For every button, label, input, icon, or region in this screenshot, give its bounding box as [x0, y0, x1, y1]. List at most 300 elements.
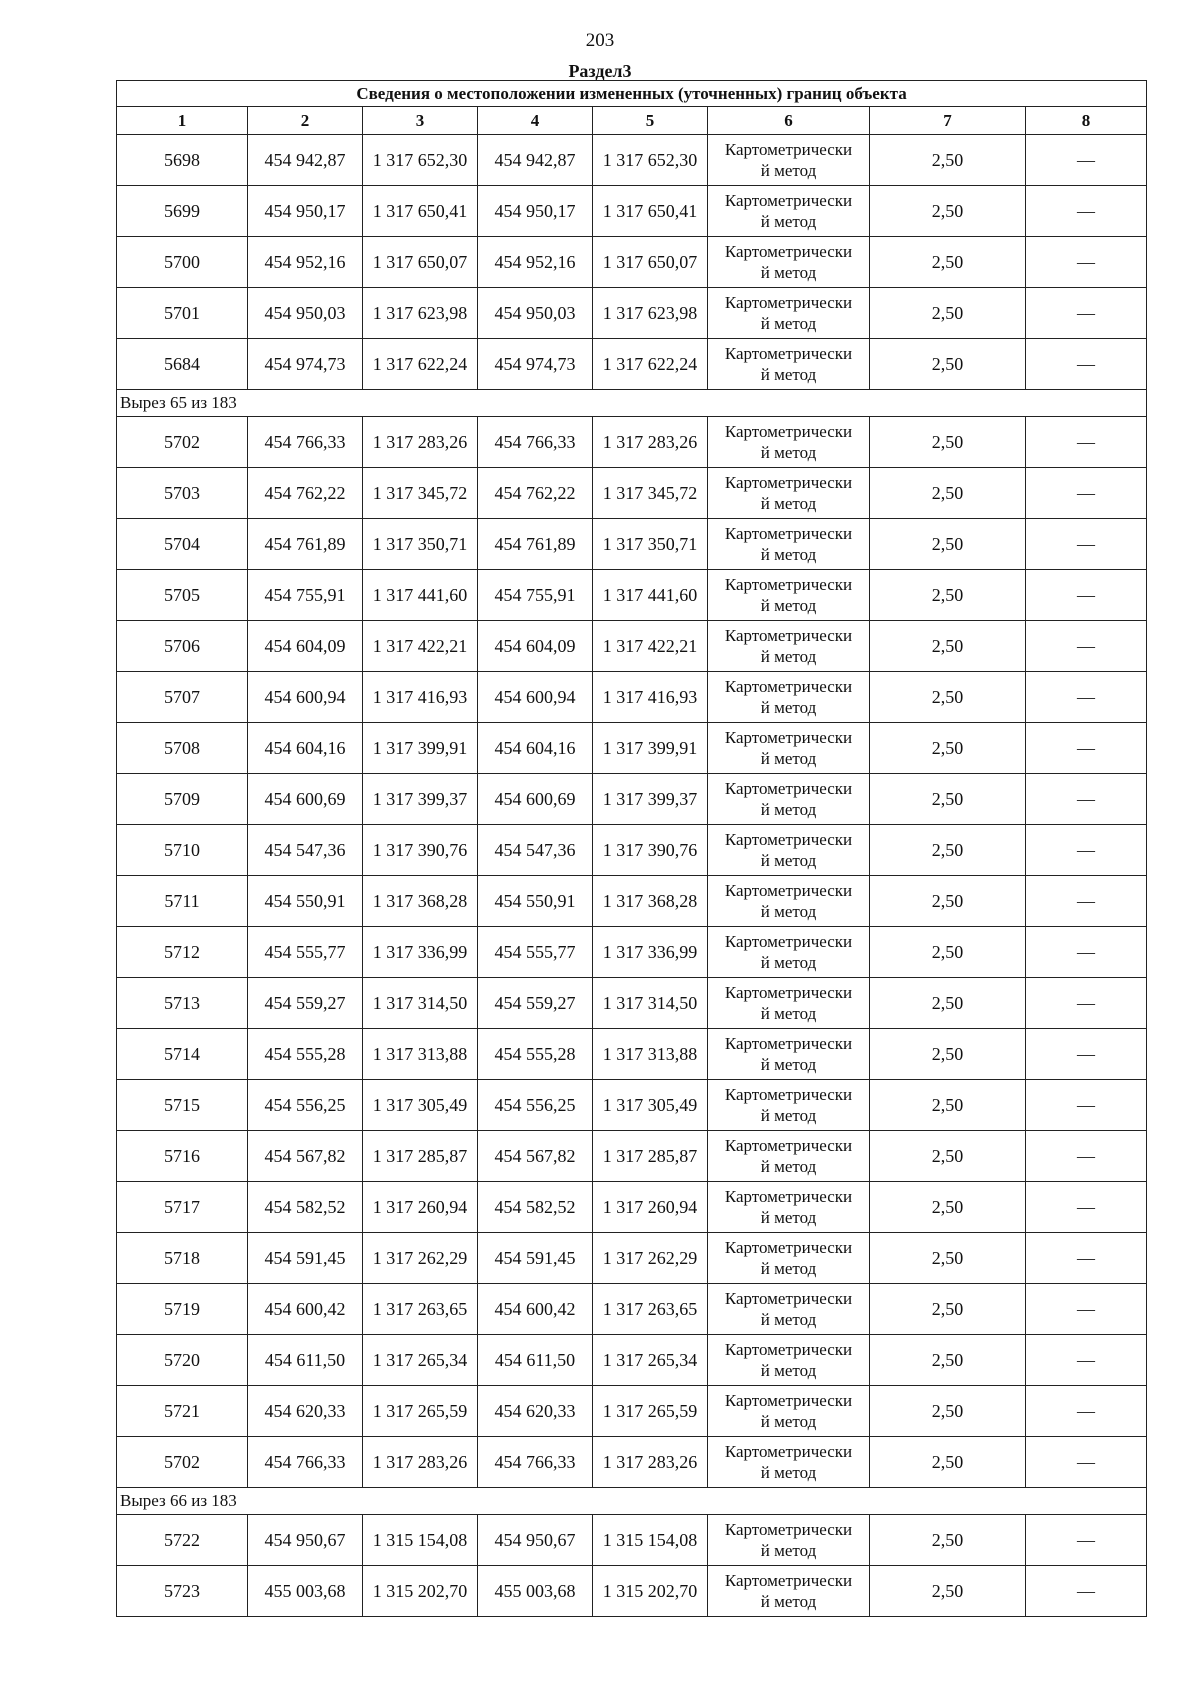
x-coordinate-refined: 454 555,77: [478, 927, 593, 978]
method-cell: [708, 339, 870, 390]
x-coordinate-refined: 454 600,42: [478, 1284, 593, 1335]
y-coordinate-existing: 1 317 305,49: [363, 1080, 478, 1131]
method-cell: [708, 621, 870, 672]
x-coordinate-existing: 454 950,67: [248, 1515, 363, 1566]
point-number: 5720: [117, 1335, 248, 1386]
y-coordinate-existing: 1 315 154,08: [363, 1515, 478, 1566]
empty-dash: —: [1026, 774, 1147, 825]
x-coordinate-existing: 454 555,28: [248, 1029, 363, 1080]
point-number: 5712: [117, 927, 248, 978]
x-coordinate-existing: 454 550,91: [248, 876, 363, 927]
table-row: [117, 1029, 1147, 1080]
empty-dash: —: [1026, 1386, 1147, 1437]
empty-dash: —: [1026, 288, 1147, 339]
precision-value: 2,50: [870, 672, 1026, 723]
x-coordinate-refined: 454 950,03: [478, 288, 593, 339]
table-row: [117, 825, 1147, 876]
precision-value: 2,50: [870, 1131, 1026, 1182]
method-cell: [708, 1029, 870, 1080]
empty-dash: —: [1026, 339, 1147, 390]
x-coordinate-refined: 454 942,87: [478, 135, 593, 186]
x-coordinate-refined: 454 555,28: [478, 1029, 593, 1080]
y-coordinate-refined: 1 317 422,21: [593, 621, 708, 672]
method-cell: [708, 1233, 870, 1284]
x-coordinate-refined: 454 620,33: [478, 1386, 593, 1437]
group-header-row: [117, 1488, 1147, 1515]
method-cell: [708, 723, 870, 774]
method-line: Картометрически: [724, 1520, 853, 1539]
x-coordinate-refined: 454 600,69: [478, 774, 593, 825]
section-title: Раздел3: [568, 61, 632, 81]
y-coordinate-existing: 1 317 313,88: [363, 1029, 478, 1080]
precision-value: 2,50: [870, 723, 1026, 774]
method-cell: [708, 1080, 870, 1131]
point-number: 5722: [117, 1515, 248, 1566]
y-coordinate-refined: 1 317 650,07: [593, 237, 708, 288]
y-coordinate-refined: 1 317 260,94: [593, 1182, 708, 1233]
x-coordinate-existing: 454 547,36: [248, 825, 363, 876]
empty-dash: —: [1026, 1080, 1147, 1131]
precision-value: 2,50: [870, 774, 1026, 825]
method-line: й метод: [760, 1310, 817, 1329]
x-coordinate-existing: 454 766,33: [248, 1437, 363, 1488]
precision-value: 2,50: [870, 876, 1026, 927]
point-number: 5707: [117, 672, 248, 723]
y-coordinate-existing: 1 317 650,07: [363, 237, 478, 288]
y-coordinate-refined: 1 317 623,98: [593, 288, 708, 339]
x-coordinate-existing: 454 766,33: [248, 417, 363, 468]
point-number: 5715: [117, 1080, 248, 1131]
method-line: й метод: [760, 647, 817, 666]
x-coordinate-existing: 454 762,22: [248, 468, 363, 519]
method-line: й метод: [760, 212, 817, 231]
empty-dash: —: [1026, 1131, 1147, 1182]
point-number: 5709: [117, 774, 248, 825]
method-line: Картометрически: [724, 140, 853, 159]
empty-dash: —: [1026, 570, 1147, 621]
method-cell: [708, 1335, 870, 1386]
y-coordinate-existing: 1 317 283,26: [363, 1437, 478, 1488]
precision-value: 2,50: [870, 339, 1026, 390]
y-coordinate-existing: 1 317 422,21: [363, 621, 478, 672]
method-cell: [708, 1131, 870, 1182]
x-coordinate-refined: 454 762,22: [478, 468, 593, 519]
table-row: [117, 468, 1147, 519]
table-body: [117, 135, 1147, 1617]
y-coordinate-refined: 1 317 652,30: [593, 135, 708, 186]
x-coordinate-existing: 454 755,91: [248, 570, 363, 621]
method-line: й метод: [760, 1106, 817, 1125]
method-line: й метод: [760, 494, 817, 513]
y-coordinate-refined: 1 317 313,88: [593, 1029, 708, 1080]
empty-dash: —: [1026, 978, 1147, 1029]
y-coordinate-refined: 1 317 265,59: [593, 1386, 708, 1437]
x-coordinate-existing: 454 555,77: [248, 927, 363, 978]
method-line: Картометрически: [724, 524, 853, 543]
table-row: [117, 723, 1147, 774]
table-row: [117, 1386, 1147, 1437]
x-coordinate-refined: 454 550,91: [478, 876, 593, 927]
y-coordinate-refined: 1 317 265,34: [593, 1335, 708, 1386]
precision-value: 2,50: [870, 1515, 1026, 1566]
method-line: Картометрически: [724, 728, 853, 747]
y-coordinate-existing: 1 317 265,34: [363, 1335, 478, 1386]
y-coordinate-refined: 1 317 283,26: [593, 417, 708, 468]
page-number: 203: [585, 30, 615, 51]
method-line: й метод: [760, 314, 817, 333]
table-row: [117, 1284, 1147, 1335]
y-coordinate-refined: 1 315 154,08: [593, 1515, 708, 1566]
point-number: 5723: [117, 1566, 248, 1617]
column-number: 7: [870, 107, 1026, 135]
precision-value: 2,50: [870, 417, 1026, 468]
y-coordinate-refined: 1 317 622,24: [593, 339, 708, 390]
point-number: 5717: [117, 1182, 248, 1233]
table-row: [117, 570, 1147, 621]
method-cell: [708, 1515, 870, 1566]
method-cell: [708, 468, 870, 519]
column-number: 6: [708, 107, 870, 135]
point-number: 5703: [117, 468, 248, 519]
method-line: й метод: [760, 1208, 817, 1227]
method-cell: [708, 1437, 870, 1488]
x-coordinate-refined: 454 591,45: [478, 1233, 593, 1284]
table-row: [117, 237, 1147, 288]
table-row: [117, 288, 1147, 339]
x-coordinate-existing: 454 604,09: [248, 621, 363, 672]
table-row: [117, 978, 1147, 1029]
y-coordinate-existing: 1 317 441,60: [363, 570, 478, 621]
method-cell: [708, 417, 870, 468]
x-coordinate-refined: 454 600,94: [478, 672, 593, 723]
y-coordinate-refined: 1 317 650,41: [593, 186, 708, 237]
empty-dash: —: [1026, 1182, 1147, 1233]
method-cell: [708, 825, 870, 876]
empty-dash: —: [1026, 519, 1147, 570]
method-line: Картометрически: [724, 422, 853, 441]
column-number: 4: [478, 107, 593, 135]
column-number-row: [117, 107, 1147, 135]
point-number: 5708: [117, 723, 248, 774]
point-number: 5700: [117, 237, 248, 288]
table-row: [117, 774, 1147, 825]
method-cell: [708, 135, 870, 186]
y-coordinate-refined: 1 317 390,76: [593, 825, 708, 876]
method-cell: [708, 237, 870, 288]
method-line: Картометрически: [724, 473, 853, 492]
empty-dash: —: [1026, 1515, 1147, 1566]
method-line: Картометрически: [724, 1187, 853, 1206]
method-line: й метод: [760, 365, 817, 384]
column-number: 8: [1026, 107, 1147, 135]
method-line: Картометрически: [724, 575, 853, 594]
method-line: й метод: [760, 596, 817, 615]
column-number: 2: [248, 107, 363, 135]
point-number: 5718: [117, 1233, 248, 1284]
x-coordinate-existing: 454 611,50: [248, 1335, 363, 1386]
precision-value: 2,50: [870, 186, 1026, 237]
method-line: Картометрически: [724, 293, 853, 312]
empty-dash: —: [1026, 468, 1147, 519]
precision-value: 2,50: [870, 519, 1026, 570]
x-coordinate-refined: 454 604,16: [478, 723, 593, 774]
precision-value: 2,50: [870, 1386, 1026, 1437]
method-line: й метод: [760, 1541, 817, 1560]
method-line: й метод: [760, 1463, 817, 1482]
table-row: [117, 1233, 1147, 1284]
precision-value: 2,50: [870, 927, 1026, 978]
y-coordinate-refined: 1 317 262,29: [593, 1233, 708, 1284]
point-number: 5702: [117, 1437, 248, 1488]
empty-dash: —: [1026, 1233, 1147, 1284]
x-coordinate-existing: 454 950,17: [248, 186, 363, 237]
column-number: 3: [363, 107, 478, 135]
table-row: [117, 1437, 1147, 1488]
x-coordinate-refined: 454 755,91: [478, 570, 593, 621]
method-line: й метод: [760, 443, 817, 462]
y-coordinate-refined: 1 317 283,26: [593, 1437, 708, 1488]
precision-value: 2,50: [870, 288, 1026, 339]
precision-value: 2,50: [870, 825, 1026, 876]
y-coordinate-refined: 1 317 345,72: [593, 468, 708, 519]
method-line: Картометрически: [724, 932, 853, 951]
empty-dash: —: [1026, 1437, 1147, 1488]
point-number: 5706: [117, 621, 248, 672]
method-line: Картометрически: [724, 1034, 853, 1053]
precision-value: 2,50: [870, 1233, 1026, 1284]
x-coordinate-refined: 454 556,25: [478, 1080, 593, 1131]
method-line: Картометрически: [724, 1238, 853, 1257]
method-line: й метод: [760, 1592, 817, 1611]
x-coordinate-existing: 454 556,25: [248, 1080, 363, 1131]
method-cell: [708, 1182, 870, 1233]
method-line: Картометрически: [724, 1442, 853, 1461]
method-cell: [708, 186, 870, 237]
precision-value: 2,50: [870, 978, 1026, 1029]
y-coordinate-refined: 1 317 336,99: [593, 927, 708, 978]
point-number: 5721: [117, 1386, 248, 1437]
x-coordinate-existing: 454 582,52: [248, 1182, 363, 1233]
group-header-row: [117, 390, 1147, 417]
empty-dash: —: [1026, 417, 1147, 468]
x-coordinate-refined: 454 766,33: [478, 1437, 593, 1488]
method-line: й метод: [760, 902, 817, 921]
y-coordinate-existing: 1 317 623,98: [363, 288, 478, 339]
empty-dash: —: [1026, 237, 1147, 288]
precision-value: 2,50: [870, 570, 1026, 621]
table-row: [117, 417, 1147, 468]
group-label: Вырез 65 из 183: [117, 390, 1147, 417]
table-row: [117, 135, 1147, 186]
method-line: Картометрически: [724, 344, 853, 363]
y-coordinate-refined: 1 315 202,70: [593, 1566, 708, 1617]
table-row: [117, 1335, 1147, 1386]
method-line: Картометрически: [724, 1289, 853, 1308]
empty-dash: —: [1026, 876, 1147, 927]
empty-dash: —: [1026, 672, 1147, 723]
y-coordinate-existing: 1 317 650,41: [363, 186, 478, 237]
x-coordinate-existing: 454 620,33: [248, 1386, 363, 1437]
y-coordinate-existing: 1 317 399,91: [363, 723, 478, 774]
x-coordinate-refined: 454 974,73: [478, 339, 593, 390]
method-line: Картометрически: [724, 1085, 853, 1104]
method-cell: [708, 1284, 870, 1335]
y-coordinate-existing: 1 317 265,59: [363, 1386, 478, 1437]
x-coordinate-existing: 454 600,42: [248, 1284, 363, 1335]
method-line: й метод: [760, 263, 817, 282]
y-coordinate-existing: 1 317 345,72: [363, 468, 478, 519]
method-line: Картометрически: [724, 191, 853, 210]
point-number: 5702: [117, 417, 248, 468]
empty-dash: —: [1026, 135, 1147, 186]
method-cell: [708, 519, 870, 570]
point-number: 5714: [117, 1029, 248, 1080]
method-line: Картометрически: [724, 242, 853, 261]
empty-dash: —: [1026, 621, 1147, 672]
method-cell: [708, 1386, 870, 1437]
table-row: [117, 339, 1147, 390]
y-coordinate-refined: 1 317 263,65: [593, 1284, 708, 1335]
method-cell: [708, 927, 870, 978]
method-line: й метод: [760, 1157, 817, 1176]
method-line: Картометрически: [724, 626, 853, 645]
method-cell: [708, 774, 870, 825]
method-line: й метод: [760, 1259, 817, 1278]
table-row: [117, 1566, 1147, 1617]
table-row: [117, 1515, 1147, 1566]
empty-dash: —: [1026, 1284, 1147, 1335]
y-coordinate-existing: 1 317 336,99: [363, 927, 478, 978]
x-coordinate-refined: 454 547,36: [478, 825, 593, 876]
y-coordinate-refined: 1 317 416,93: [593, 672, 708, 723]
point-number: 5699: [117, 186, 248, 237]
precision-value: 2,50: [870, 1335, 1026, 1386]
x-coordinate-existing: 454 600,94: [248, 672, 363, 723]
y-coordinate-existing: 1 317 314,50: [363, 978, 478, 1029]
table-row: [117, 186, 1147, 237]
x-coordinate-refined: 454 766,33: [478, 417, 593, 468]
y-coordinate-existing: 1 317 285,87: [363, 1131, 478, 1182]
point-number: 5716: [117, 1131, 248, 1182]
y-coordinate-refined: 1 317 305,49: [593, 1080, 708, 1131]
empty-dash: —: [1026, 927, 1147, 978]
method-line: й метод: [760, 953, 817, 972]
point-number: 5711: [117, 876, 248, 927]
coordinates-table: [116, 80, 1147, 1617]
y-coordinate-existing: 1 317 399,37: [363, 774, 478, 825]
x-coordinate-existing: 454 600,69: [248, 774, 363, 825]
method-line: й метод: [760, 1004, 817, 1023]
y-coordinate-refined: 1 317 285,87: [593, 1131, 708, 1182]
method-line: й метод: [760, 161, 817, 180]
empty-dash: —: [1026, 1566, 1147, 1617]
x-coordinate-existing: 454 559,27: [248, 978, 363, 1029]
x-coordinate-existing: 455 003,68: [248, 1566, 363, 1617]
method-line: й метод: [760, 749, 817, 768]
precision-value: 2,50: [870, 135, 1026, 186]
method-line: й метод: [760, 698, 817, 717]
y-coordinate-existing: 1 317 263,65: [363, 1284, 478, 1335]
table-row: [117, 519, 1147, 570]
y-coordinate-existing: 1 317 368,28: [363, 876, 478, 927]
method-cell: [708, 672, 870, 723]
point-number: 5719: [117, 1284, 248, 1335]
x-coordinate-refined: 454 611,50: [478, 1335, 593, 1386]
method-cell: [708, 978, 870, 1029]
y-coordinate-refined: 1 317 350,71: [593, 519, 708, 570]
method-line: й метод: [760, 1055, 817, 1074]
precision-value: 2,50: [870, 1284, 1026, 1335]
precision-value: 2,50: [870, 468, 1026, 519]
y-coordinate-existing: 1 315 202,70: [363, 1566, 478, 1617]
point-number: 5704: [117, 519, 248, 570]
x-coordinate-refined: 454 950,67: [478, 1515, 593, 1566]
method-line: Картометрически: [724, 830, 853, 849]
table-row: [117, 1080, 1147, 1131]
empty-dash: —: [1026, 723, 1147, 774]
table-row: [117, 927, 1147, 978]
column-number: 1: [117, 107, 248, 135]
x-coordinate-existing: 454 761,89: [248, 519, 363, 570]
method-line: й метод: [760, 545, 817, 564]
y-coordinate-existing: 1 317 622,24: [363, 339, 478, 390]
point-number: 5698: [117, 135, 248, 186]
method-line: Картометрически: [724, 1340, 853, 1359]
method-line: й метод: [760, 800, 817, 819]
table-caption: Сведения о местоположении измененных (уточненных) границ объекта: [117, 81, 1147, 107]
precision-value: 2,50: [870, 237, 1026, 288]
precision-value: 2,50: [870, 1029, 1026, 1080]
y-coordinate-existing: 1 317 350,71: [363, 519, 478, 570]
precision-value: 2,50: [870, 1437, 1026, 1488]
point-number: 5701: [117, 288, 248, 339]
empty-dash: —: [1026, 186, 1147, 237]
method-line: й метод: [760, 1412, 817, 1431]
group-label: Вырез 66 из 183: [117, 1488, 1147, 1515]
method-line: Картометрически: [724, 1571, 853, 1590]
y-coordinate-existing: 1 317 416,93: [363, 672, 478, 723]
table-row: [117, 621, 1147, 672]
precision-value: 2,50: [870, 1080, 1026, 1131]
y-coordinate-refined: 1 317 399,91: [593, 723, 708, 774]
y-coordinate-existing: 1 317 260,94: [363, 1182, 478, 1233]
point-number: 5684: [117, 339, 248, 390]
empty-dash: —: [1026, 1029, 1147, 1080]
x-coordinate-existing: 454 604,16: [248, 723, 363, 774]
method-line: Картометрически: [724, 779, 853, 798]
x-coordinate-existing: 454 952,16: [248, 237, 363, 288]
point-number: 5713: [117, 978, 248, 1029]
y-coordinate-existing: 1 317 283,26: [363, 417, 478, 468]
x-coordinate-refined: 454 761,89: [478, 519, 593, 570]
y-coordinate-refined: 1 317 441,60: [593, 570, 708, 621]
point-number: 5705: [117, 570, 248, 621]
method-line: Картометрически: [724, 1391, 853, 1410]
x-coordinate-refined: 454 582,52: [478, 1182, 593, 1233]
x-coordinate-refined: 454 567,82: [478, 1131, 593, 1182]
precision-value: 2,50: [870, 621, 1026, 672]
x-coordinate-existing: 454 942,87: [248, 135, 363, 186]
method-cell: [708, 1566, 870, 1617]
table-row: [117, 672, 1147, 723]
method-line: Картометрически: [724, 1136, 853, 1155]
table-row: [117, 1182, 1147, 1233]
x-coordinate-refined: 454 950,17: [478, 186, 593, 237]
method-cell: [708, 288, 870, 339]
method-line: й метод: [760, 1361, 817, 1380]
empty-dash: —: [1026, 1335, 1147, 1386]
x-coordinate-existing: 454 591,45: [248, 1233, 363, 1284]
